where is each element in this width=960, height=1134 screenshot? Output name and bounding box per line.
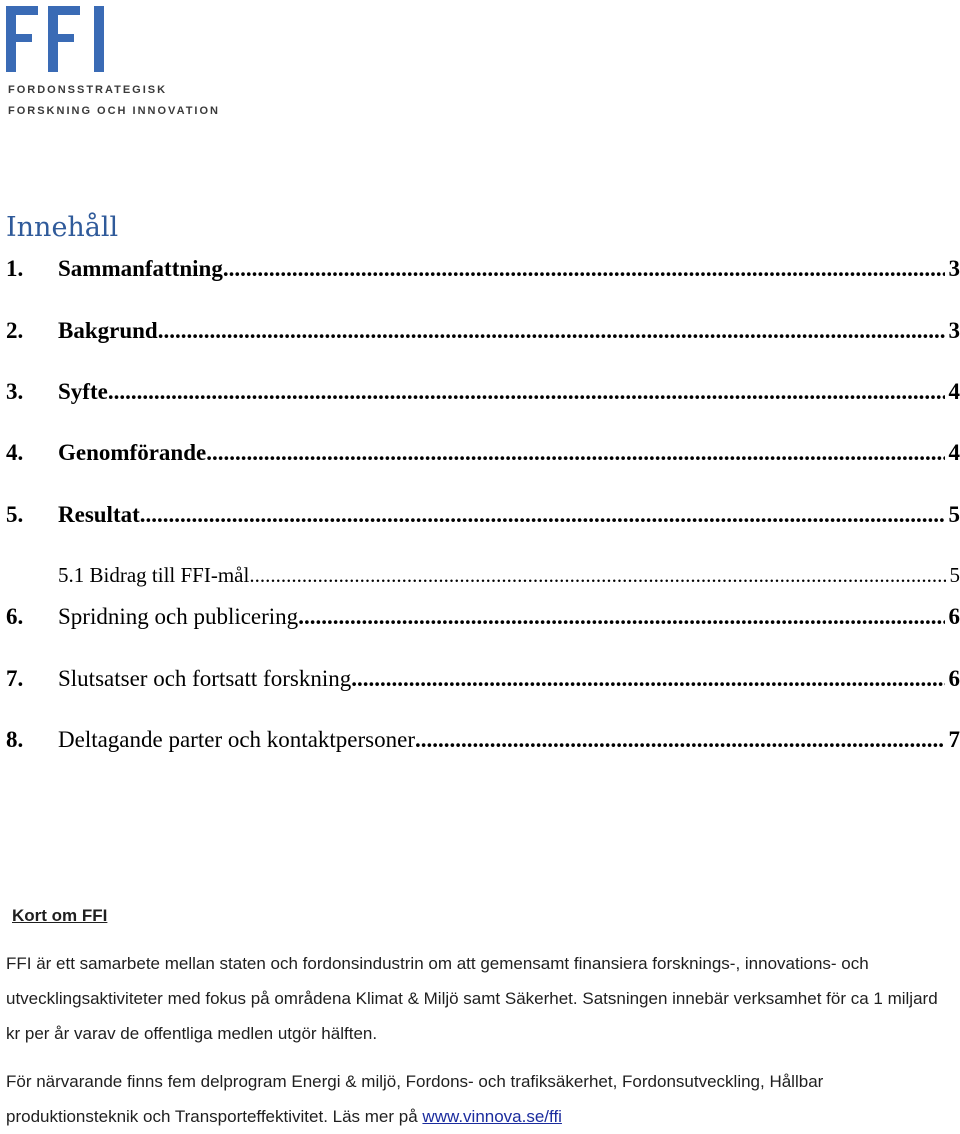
- toc-entry-text: 5.1 Bidrag till FFI-mål: [6, 563, 249, 588]
- toc-entry-page: 3: [945, 256, 960, 282]
- toc-leader-dots: [415, 727, 945, 753]
- toc-entry-text: Slutsatser och fortsatt forskning: [58, 666, 351, 692]
- toc-subentry[interactable]: [6, 563, 960, 588]
- toc-entry[interactable]: [6, 604, 960, 630]
- toc-entry-number: 8.: [6, 727, 58, 753]
- toc-leader-dots: [206, 440, 944, 466]
- toc-entry-text: Syfte: [58, 379, 108, 405]
- logo-tagline-line2: FORSKNING OCH INNOVATION: [8, 105, 220, 117]
- toc-entry-number: 4.: [6, 440, 58, 466]
- toc-entry-number: 3.: [6, 379, 58, 405]
- toc-leader-dots: [298, 604, 944, 630]
- toc-entry-page: 5: [946, 563, 960, 588]
- toc-entry-text: Deltagande parter och kontaktpersoner: [58, 727, 415, 753]
- toc-entry-page: 6: [945, 604, 960, 630]
- toc-entry[interactable]: [6, 666, 960, 692]
- toc-entry-text: Resultat: [58, 502, 140, 528]
- toc-entry-text: Bakgrund: [58, 318, 158, 344]
- toc-entry-number: 7.: [6, 666, 58, 692]
- toc-entry[interactable]: [6, 318, 960, 344]
- toc-leader-dots: [249, 563, 945, 588]
- about-title: Kort om FFI: [6, 906, 954, 926]
- toc-entry[interactable]: [6, 256, 960, 282]
- toc-entry-text: Genomförande: [58, 440, 206, 466]
- toc-entry-text: Spridning och publicering: [58, 604, 298, 630]
- toc-entry-page: 3: [945, 318, 960, 344]
- toc-entry-number: 1.: [6, 256, 58, 282]
- toc-leader-dots: [158, 318, 945, 344]
- toc-leader-dots: [223, 256, 945, 282]
- toc-entry[interactable]: [6, 727, 960, 753]
- about-ffi-section: [6, 906, 954, 926]
- about-paragraph-2-text: För närvarande finns fem delprogram Energi & miljö, Fordons- och trafiksäkerhet, Fordonsutveckling, Hållbar produktionsteknik och Transporteffektivitet. Läs mer på: [6, 1072, 823, 1126]
- toc-entry-page: 4: [945, 379, 960, 405]
- toc-title: Innehåll: [6, 212, 118, 243]
- toc-leader-dots: [140, 502, 945, 528]
- toc-leader-dots: [351, 666, 944, 692]
- vinnova-link[interactable]: www.vinnova.se/ffi: [422, 1107, 562, 1126]
- about-paragraph-1: FFI är ett samarbete mellan staten och fordonsindustrin om att gemensamt finansiera forsknings-, innovations- och utvecklingsaktiviteter med fokus på områdena Klimat & Miljö samt Säkerhet. Satsningen innebär verksamhet för ca 1 miljard kr per år varav de offentliga medlen utgör hälften.: [6, 946, 954, 1051]
- toc-leader-dots: [108, 379, 945, 405]
- ffi-logo: [6, 4, 246, 119]
- toc-entry-page: 4: [945, 440, 960, 466]
- ffi-logo-mark: [6, 4, 116, 74]
- toc-entry-number: 6.: [6, 604, 58, 630]
- toc-entry[interactable]: [6, 502, 960, 528]
- toc-entry-page: 5: [945, 502, 960, 528]
- toc-entry-number: 2.: [6, 318, 58, 344]
- toc-entry[interactable]: [6, 379, 960, 405]
- toc-entry-text: Sammanfattning: [58, 256, 223, 282]
- toc-entry[interactable]: [6, 440, 960, 466]
- toc-entry-page: 6: [945, 666, 960, 692]
- about-paragraph-2: [6, 1064, 954, 1134]
- toc-entry-page: 7: [945, 727, 960, 753]
- toc-entry-number: 5.: [6, 502, 58, 528]
- logo-tagline-line1: FORDONSSTRATEGISK: [8, 84, 167, 96]
